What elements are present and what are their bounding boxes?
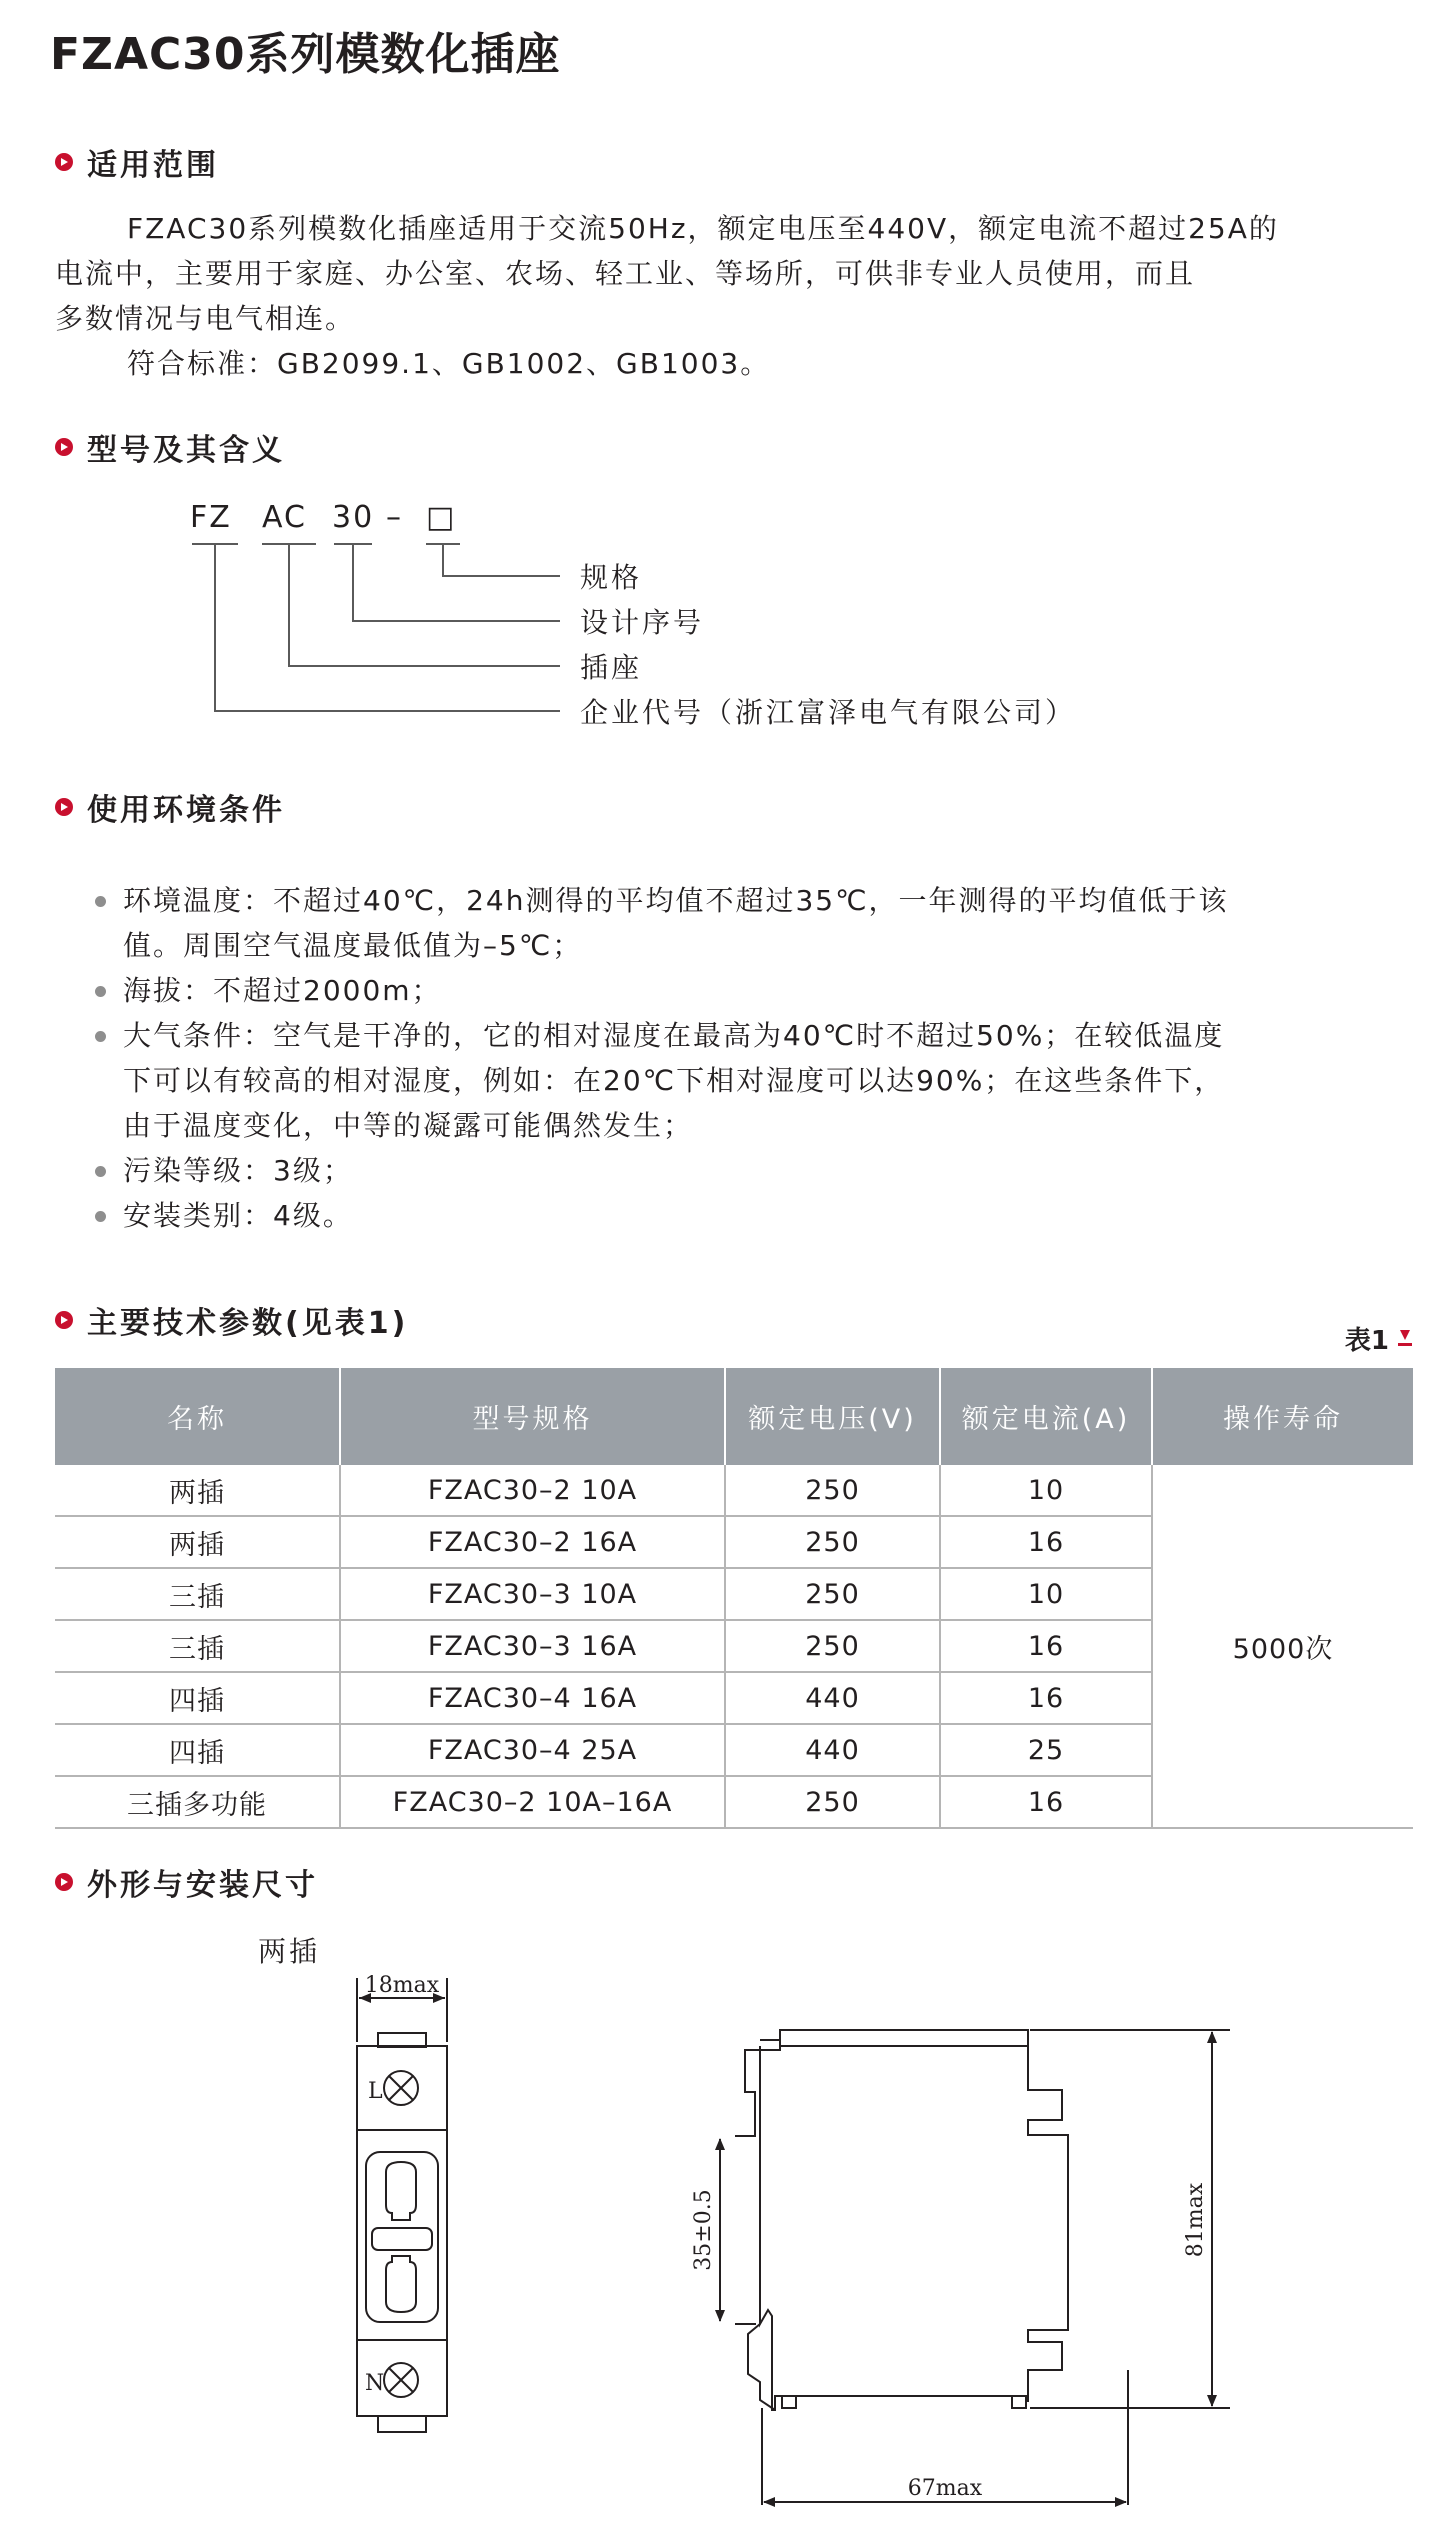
model-code-dash: –	[386, 500, 403, 535]
side-top-lip	[780, 2030, 1028, 2046]
model-code-30: 30	[332, 500, 375, 535]
dimension-text-width: 18max	[364, 1973, 440, 1998]
table-cell: 440	[725, 1724, 940, 1776]
socket-face	[366, 2152, 438, 2322]
side-view	[715, 2030, 1230, 2507]
side-outline-right	[780, 2046, 1068, 2396]
front-view	[357, 1978, 447, 2432]
drawing-label: 两插	[258, 1935, 321, 1968]
table-header-cell: 名称	[55, 1368, 340, 1465]
table-header-cell: 额定电流(A)	[940, 1368, 1152, 1465]
terminal-label-n: N	[365, 2371, 385, 2396]
table-cell: 250	[725, 1776, 940, 1828]
table-cell: 440	[725, 1672, 940, 1724]
arrow-head	[715, 2310, 725, 2322]
table-cell: 16	[940, 1776, 1152, 1828]
model-meaning-design: 设计序号	[580, 606, 705, 639]
page-title: FZAC30系列模数化插座	[50, 29, 561, 80]
socket-hole-bottom-icon	[386, 2256, 416, 2312]
model-meaning-company: 企业代号（浙江富泽电气有限公司）	[580, 696, 1077, 729]
section-heading-text: 使用环境条件	[87, 793, 285, 828]
table-cell: 250	[725, 1516, 940, 1568]
list-item-line: 污染等级：3级；	[123, 1154, 353, 1187]
table-cell: FZAC30–4 16A	[340, 1672, 725, 1724]
list-item-line: 大气条件：空气是干净的，它的相对湿度在最高为40℃时不超过50%；在较低温度	[123, 1019, 1225, 1052]
table-cell: 两插	[55, 1465, 340, 1516]
table-cell: 10	[940, 1568, 1152, 1620]
bottom-cap	[378, 2416, 426, 2432]
dimension-text-rail: 35±0.5	[691, 2189, 716, 2271]
list-item-line: 安装类别：4级。	[123, 1199, 353, 1232]
arrow-head	[1207, 2395, 1217, 2407]
table-cell: 16	[940, 1672, 1152, 1724]
terminal-label-l: L	[368, 2079, 383, 2104]
model-code-fz: FZ	[190, 500, 232, 535]
model-meaning-spec: 规格	[580, 561, 643, 594]
list-item-line: 值。周围空气温度最低值为–5℃；	[123, 929, 583, 962]
dimension-text-height: 81max	[1183, 2182, 1208, 2258]
table-cell: 四插	[55, 1672, 340, 1724]
table-cell: 250	[725, 1568, 940, 1620]
dimension-text-depth: 67max	[907, 2476, 983, 2501]
table-cell: 两插	[55, 1516, 340, 1568]
scope-line-2: 电流中，主要用于家庭、办公室、农场、轻工业、等场所，可供非专业人员使用，而且	[55, 257, 1196, 290]
table-header-cell: 操作寿命	[1152, 1368, 1413, 1465]
arrow-head	[763, 2497, 775, 2507]
table-cell: 10	[940, 1465, 1152, 1516]
scope-standard: 符合标准：GB2099.1、GB1002、GB1003。	[127, 347, 771, 380]
scope-line-3: 多数情况与电气相连。	[55, 302, 356, 335]
list-item-line: 由于温度变化，中等的凝露可能偶然发生；	[123, 1109, 694, 1142]
socket-hole-top-icon	[386, 2162, 416, 2220]
table-cell: 250	[725, 1465, 940, 1516]
top-cap	[378, 2033, 426, 2047]
table-cell: 250	[725, 1620, 940, 1672]
table-cell: FZAC30–2 10A–16A	[340, 1776, 725, 1828]
socket-slot-icon	[372, 2228, 432, 2250]
table-cell: FZAC30–3 10A	[340, 1568, 725, 1620]
side-foot	[1012, 2396, 1026, 2408]
section-heading-text: 适用范围	[87, 148, 219, 183]
table-cell: FZAC30–2 10A	[340, 1465, 725, 1516]
table-cell: 16	[940, 1620, 1152, 1672]
arrow-head	[1207, 2031, 1217, 2043]
table-cell: FZAC30–3 16A	[340, 1620, 725, 1672]
scope-line-1: FZAC30系列模数化插座适用于交流50Hz，额定电压至440V，额定电流不超过25A的	[127, 212, 1279, 245]
arrow-head	[715, 2138, 725, 2150]
list-item-line: 下可以有较高的相对湿度，例如：在20℃下相对湿度可以达90%；在这些条件下，	[123, 1064, 1225, 1097]
table-cell: 三插多功能	[55, 1776, 340, 1828]
side-bottom-clip	[748, 2324, 775, 2410]
table-header-cell: 型号规格	[340, 1368, 725, 1465]
side-foot	[782, 2396, 796, 2408]
table-cell: 16	[940, 1516, 1152, 1568]
arrow-head	[1115, 2497, 1127, 2507]
model-code-ac: AC	[262, 500, 307, 535]
model-code-box: □	[426, 500, 457, 535]
table-cell-life: 5000次	[1152, 1465, 1413, 1828]
side-din-clip	[760, 2136, 780, 2410]
list-item-line: 环境温度：不超过40℃，24h测得的平均值不超过35℃，一年测得的平均值低于该	[123, 884, 1229, 917]
model-meaning-socket: 插座	[580, 651, 643, 684]
side-left-edge	[760, 2040, 780, 2136]
section-heading-text: 外形与安装尺寸	[87, 1868, 318, 1903]
table-cell: 三插	[55, 1568, 340, 1620]
table-cell: FZAC30–4 25A	[340, 1724, 725, 1776]
section-heading-text: 主要技术参数(见表1)	[87, 1306, 409, 1341]
table-cell: 四插	[55, 1724, 340, 1776]
table-header-cell: 额定电压(V)	[725, 1368, 940, 1465]
table-cell: 25	[940, 1724, 1152, 1776]
section-heading-text: 型号及其含义	[87, 433, 285, 468]
table-cell: FZAC30–2 16A	[340, 1516, 725, 1568]
table-cell: 三插	[55, 1620, 340, 1672]
table-caption-text: 表1	[1344, 1326, 1389, 1356]
list-item-line: 海拔：不超过2000m；	[123, 974, 442, 1007]
